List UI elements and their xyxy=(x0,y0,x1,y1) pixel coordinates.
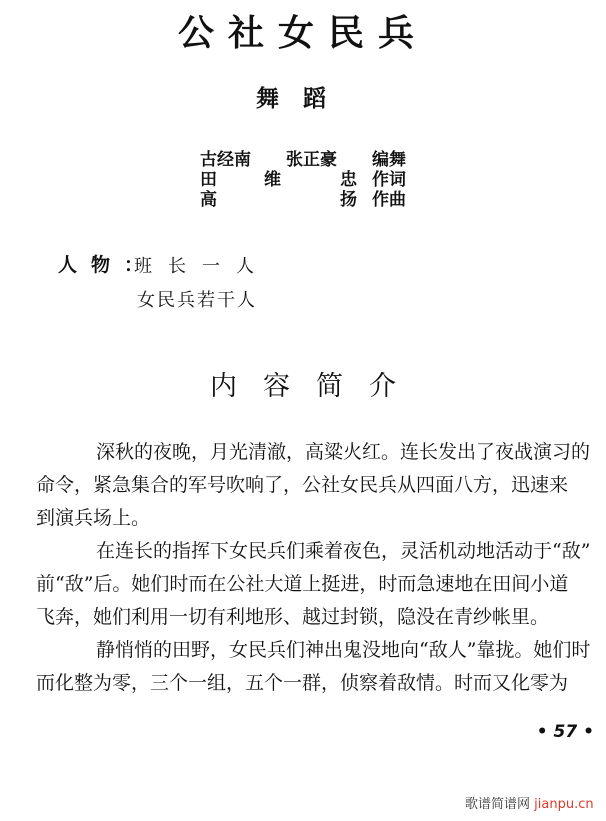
watermark xyxy=(465,793,594,812)
credit-role: 作词 xyxy=(372,170,406,190)
character-item: 女民兵若干人 xyxy=(137,290,257,311)
page-number: • 57 • xyxy=(536,722,594,742)
paragraph-line: 静悄悄的田野，女民兵们神出鬼没地向“敌人”靠拢。她们时 xyxy=(96,639,591,661)
watermark-site-name: 歌谱简谱网 xyxy=(465,797,531,812)
paragraph-line: 而化整为零，三个一组，五个一群，侦察着敌情。时而又化零为 xyxy=(36,672,569,694)
paragraph-line: 到演兵场上。 xyxy=(36,507,151,529)
credit-name: 古经南 xyxy=(200,150,251,170)
paragraph-line: 飞奔，她们利用一切有利地形、越过封锁，隐没在青纱帐里。 xyxy=(36,606,550,628)
synopsis-body xyxy=(36,436,598,700)
characters-label: 人物： xyxy=(58,254,158,276)
credit-name: 田 xyxy=(200,170,217,190)
section-title: 内容简介 xyxy=(210,371,422,402)
credit-name: 张正豪 xyxy=(286,150,337,170)
genre-label: 舞蹈 xyxy=(256,86,350,112)
paragraph-line: 深秋的夜晚，月光清澈，高粱火红。连长发出了夜战演习的 xyxy=(96,441,591,463)
watermark-url[interactable]: jianpu.cn xyxy=(534,797,594,812)
credit-role: 作曲 xyxy=(372,190,406,210)
character-item: 班长一人 xyxy=(134,256,270,277)
paragraph-line: 前“敌”后。她们时而在公社大道上挺进，时而急速地在田间小道 xyxy=(36,573,569,595)
paragraph-line: 命令，紧急集合的军号吹响了，公社女民兵从四面八方，迅速来 xyxy=(36,474,569,496)
credit-name: 维 xyxy=(264,170,281,190)
credit-name: 忠 xyxy=(340,170,357,190)
credit-name: 高 xyxy=(200,190,217,210)
credit-role: 编舞 xyxy=(372,150,406,170)
song-title: 公社女民兵 xyxy=(177,13,428,54)
credit-name: 扬 xyxy=(340,190,357,210)
paragraph-line: 在连长的指挥下女民兵们乘着夜色，灵活机动地活动于“敌” xyxy=(96,540,591,562)
